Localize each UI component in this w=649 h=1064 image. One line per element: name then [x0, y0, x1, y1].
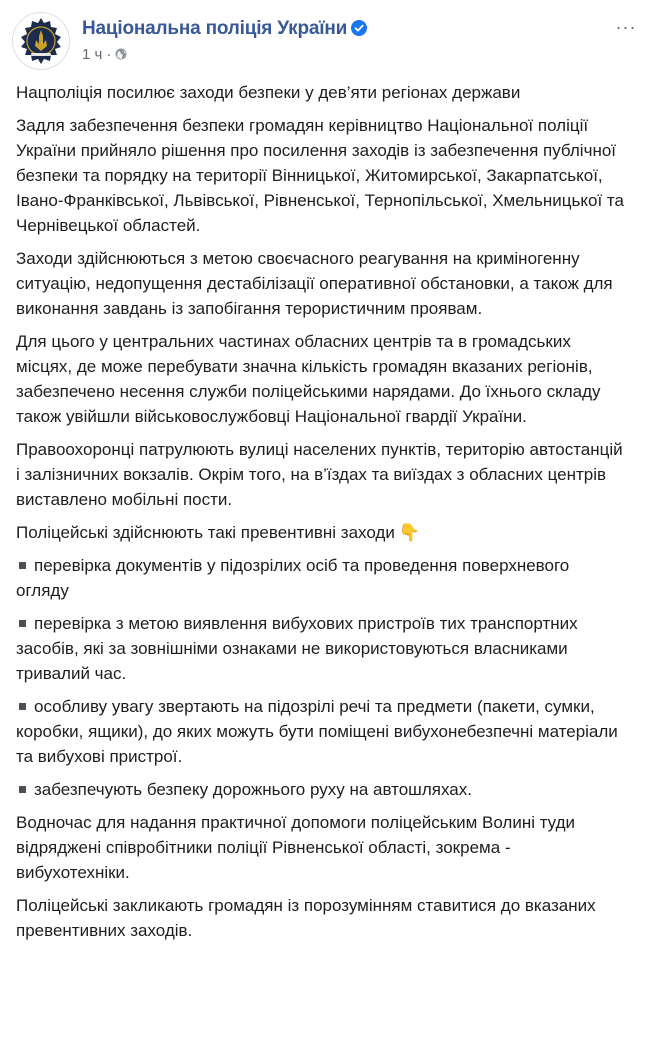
- post-paragraph: Водночас для надання практичної допомоги поліцейським Волині туди відряджені співробітники поліції Рівненської області, зокрема - вибухотехніки.: [16, 813, 576, 882]
- post-header: [12, 12, 637, 72]
- verified-badge-icon: [351, 20, 367, 36]
- post-headline: Нацполіція посилює заходи безпеки у дев’яти регіонах держави: [16, 83, 521, 102]
- page-name-text: Національна поліція України: [82, 18, 348, 39]
- page-avatar[interactable]: [12, 12, 70, 70]
- post-paragraph: Поліцейські закликають громадян із порозумінням ставитися до вказаних превентивних заходів.: [16, 896, 596, 940]
- bullet-square-icon: [19, 620, 26, 627]
- measure-item: [16, 694, 626, 769]
- post-paragraph: Заходи здійснюються з метою своєчасного реагування на криміногенну ситуацію, недопущення дестабілізації оперативної обстановки, а також для виконання завдань із запобігання терористичним проявам.: [16, 249, 613, 318]
- measure-item: [16, 777, 626, 802]
- globe-icon[interactable]: [115, 48, 127, 60]
- post-timestamp[interactable]: 1 ч: [82, 46, 103, 63]
- measure-text: особливу увагу звертають на підозрілі речі та предмети (пакети, сумки, коробки, ящики), до яких можуть бути поміщені вибухонебезпечні матеріали та вибухові пристрої.: [16, 697, 618, 766]
- bullet-square-icon: [19, 562, 26, 569]
- measure-item: [16, 553, 626, 603]
- measure-text: забезпечують безпеку дорожнього руху на автошляхах.: [34, 780, 472, 799]
- more-options-icon[interactable]: ···: [615, 17, 637, 37]
- bullet-square-icon: [19, 786, 26, 793]
- pointing-down-hand-icon: 👇: [398, 523, 420, 542]
- post-meta: [82, 46, 127, 63]
- measures-intro-text: Поліцейські здійснюють такі превентивні заходи: [16, 523, 395, 542]
- bullet-square-icon: [19, 703, 26, 710]
- post-paragraph: Правоохоронці патрулюють вулиці населених пунктів, територію автостанцій і залізничних вокзалів. Окрім того, на в’їздах та виїздах з обласних центрів виставлено мобільні пости.: [16, 440, 623, 509]
- measure-text: перевірка з метою виявлення вибухових пристроїв тих транспортних засобів, які за зовнішніми ознаками не використовуються власниками тривалий час.: [16, 614, 578, 683]
- measure-item: [16, 611, 626, 686]
- post-paragraph: Для цього у центральних частинах обласних центрів та в громадських місцях, де може перебувати значна кількість громадян вказаних регіонів, забезпечено несення служби поліцейськими нарядами. До їхнього складу також увійшли військовослужбовці Національної гвардії України.: [16, 332, 601, 426]
- meta-separator: ·: [106, 46, 112, 63]
- measures-intro: [16, 520, 626, 545]
- police-logo-icon: [13, 13, 69, 69]
- post-content: [16, 80, 626, 951]
- page-name-link[interactable]: [82, 18, 367, 40]
- post-paragraph: Задля забезпечення безпеки громадян керівництво Національної поліції України прийняло рішення про посилення заходів із забезпечення публічної безпеки та порядку на території Вінницької, Житомирської, Закарпатської, Івано-Франківської, Львівської, Рівненської, Тернопільської, Хмельницької та Чернівецької областей.: [16, 116, 624, 235]
- measure-text: перевірка документів у підозрілих осіб та проведення поверхневого огляду: [16, 556, 570, 600]
